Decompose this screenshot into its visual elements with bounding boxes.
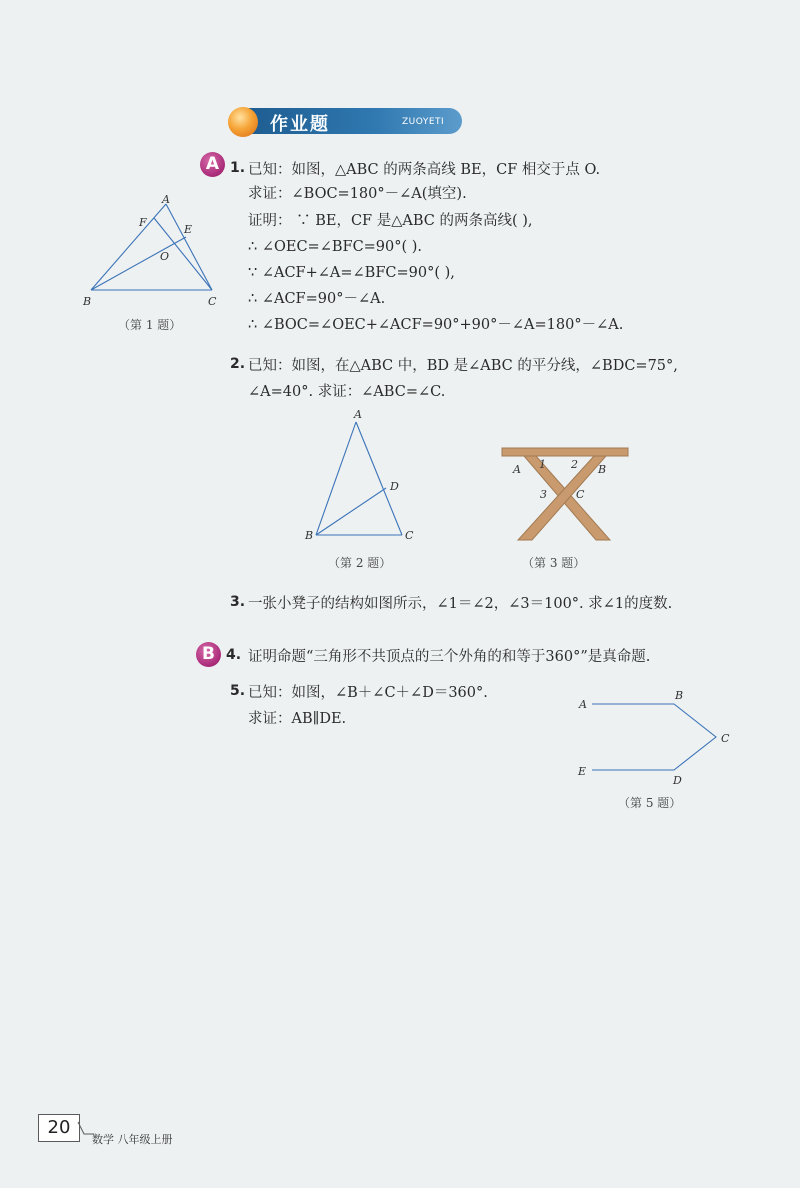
fig1-label-e: E (184, 223, 193, 236)
fig2-label-d: D (390, 480, 399, 493)
problem-1-number: 1. (230, 160, 246, 176)
section-header-orb-icon (228, 107, 258, 137)
figure-2-triangle (298, 404, 428, 544)
problem-2-line-2: ∠A=40°. 求证：∠ABC=∠C. (248, 384, 446, 400)
problem-5-given: 已知：如图，∠B＋∠C＋∠D＝360°. (248, 685, 488, 701)
problem-2-line-1: 已知：如图，在△ABC 中，BD 是∠ABC 的平分线，∠BDC=75°, (248, 358, 678, 374)
figure-1-caption: （第 1 题） (118, 318, 182, 332)
fig5-label-e: E (578, 765, 587, 778)
fig3-label-angle-3: 3 (540, 488, 547, 501)
section-title: 作业题 (270, 114, 330, 135)
fig1-label-f: F (139, 216, 147, 229)
problem-4-number: 4. (226, 647, 242, 663)
fig5-label-a: A (579, 698, 587, 711)
fig5-label-d: D (673, 774, 682, 787)
fig5-label-c: C (721, 732, 730, 745)
page-number: 20 (38, 1114, 80, 1142)
fig2-label-a: A (354, 408, 362, 421)
fig3-label-b: B (598, 463, 607, 476)
fig2-label-b: B (305, 529, 314, 542)
section-subtitle: ZUOYETI (402, 117, 445, 127)
figure-5-polyline (572, 686, 742, 788)
level-b-badge: B (196, 642, 221, 667)
figure-2-caption: （第 2 题） (328, 556, 392, 570)
problem-1-proof-line-3: ∵ ∠ACF+∠A=∠BFC=90°( ), (248, 265, 455, 281)
fig2-label-c: C (405, 529, 414, 542)
fig3-label-angle-2: 2 (571, 458, 578, 471)
fig1-label-b: B (83, 295, 92, 308)
figure-1-triangle (80, 192, 230, 312)
fig1-label-c: C (208, 295, 217, 308)
fig3-label-c: C (576, 488, 585, 501)
problem-2-number: 2. (230, 356, 246, 372)
fig3-label-a: A (513, 463, 521, 476)
problem-3-text: 一张小凳子的结构如图所示，∠1＝∠2，∠3＝100°. 求∠1的度数. (248, 596, 673, 612)
fig1-label-o: O (160, 250, 170, 263)
problem-1-prove: 求证：∠BOC=180°－∠A(填空). (248, 186, 467, 202)
problem-5-prove: 求证：AB∥DE. (248, 711, 347, 727)
problem-1-proof-line-2: ∴ ∠OEC=∠BFC=90°( ). (248, 239, 423, 255)
problem-5-number: 5. (230, 683, 246, 699)
problem-1-proof-line-5: ∴ ∠BOC=∠OEC+∠ACF=90°+90°－∠A=180°－∠A. (248, 317, 624, 333)
problem-1-proof-line-4: ∴ ∠ACF=90°－∠A. (248, 291, 386, 307)
problem-3-number: 3. (230, 594, 246, 610)
problem-1-proof-line-1: 证明： ∵ BE，CF 是△ABC 的两条高线( ), (248, 213, 533, 229)
footer-book-title: 数学 八年级上册 (92, 1133, 173, 1146)
figure-3-stool (496, 440, 636, 550)
problem-1-given: 已知：如图，△ABC 的两条高线 BE，CF 相交于点 O. (248, 162, 601, 178)
problem-4-text: 证明命题“三角形不共顶点的三个外角的和等于360°”是真命题. (248, 649, 651, 665)
fig1-label-a: A (162, 193, 170, 206)
fig5-label-b: B (675, 689, 684, 702)
figure-3-caption: （第 3 题） (522, 556, 586, 570)
figure-5-caption: （第 5 题） (618, 796, 682, 810)
level-a-badge: A (200, 152, 225, 177)
fig3-label-angle-1: 1 (539, 458, 546, 471)
